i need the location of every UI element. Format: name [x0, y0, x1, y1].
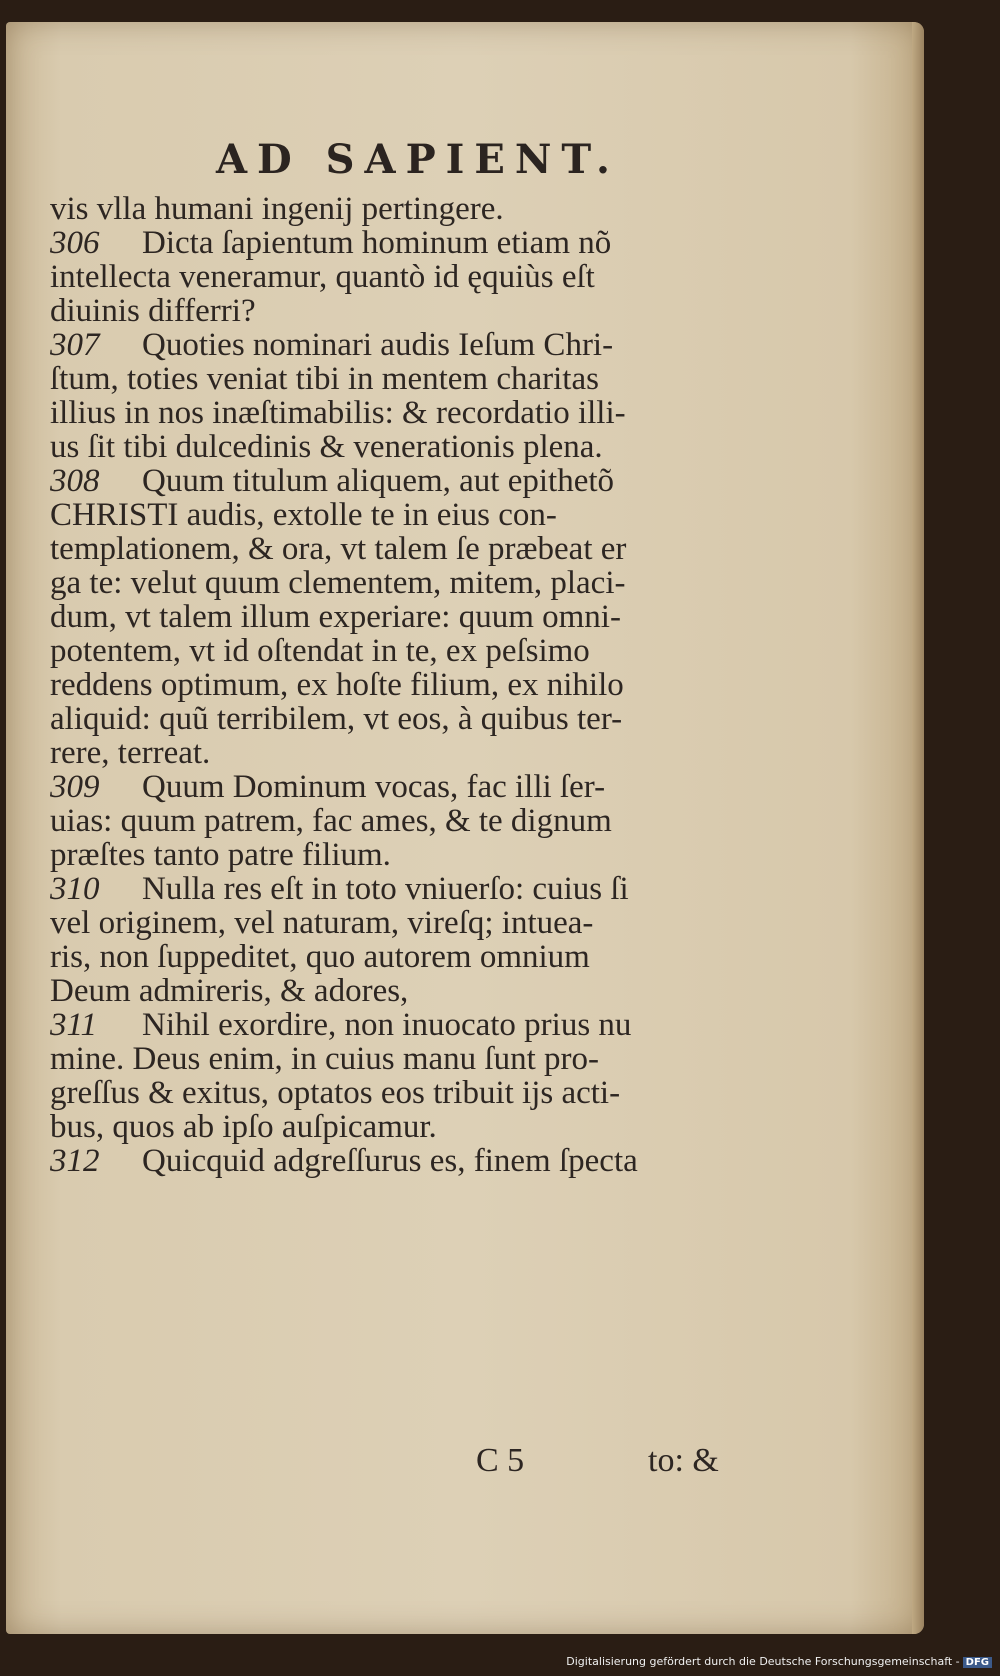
line-text: Dicta ſapientum hominum etiam nõ — [142, 225, 612, 261]
text-line — [50, 294, 750, 328]
line-text: intellecta veneramur, quantò id ęquiùs eſt — [50, 259, 595, 295]
line-text: Nulla res eſt in toto vniuerſo: cuius ſi — [142, 871, 629, 907]
line-text: diuinis differri? — [50, 293, 256, 329]
text-line — [50, 668, 750, 702]
line-text: ſtum, toties veniat tibi in mentem charitas — [50, 361, 599, 397]
text-line — [50, 566, 750, 600]
line-text: ris, non ſuppeditet, quo autorem omnium — [50, 939, 590, 975]
text-line — [50, 464, 750, 498]
signature-mark: C 5 — [476, 1442, 525, 1479]
text-line — [50, 532, 750, 566]
text-line — [50, 260, 750, 294]
digitization-credit — [566, 1655, 992, 1668]
aphorism-number: 310 — [50, 871, 100, 907]
text-line — [50, 430, 750, 464]
line-text: Quum Dominum vocas, fac illi ſer- — [142, 769, 606, 805]
text-line — [50, 1076, 750, 1110]
line-text: reddens optimum, ex hoſte filium, ex nihilo — [50, 667, 624, 703]
line-text: illius in nos inæſtimabilis: & recordatio illi- — [50, 395, 626, 431]
line-text: Deum admireris, & adores, — [50, 973, 409, 1009]
text-line — [50, 872, 750, 906]
line-text: Quicquid adgreſſurus es, finem ſpecta — [142, 1143, 638, 1179]
aphorism-number: 307 — [50, 327, 100, 363]
text-line — [50, 838, 750, 872]
line-text: dum, vt talem illum experiare: quum omni- — [50, 599, 621, 635]
text-line — [50, 498, 750, 532]
text-line — [50, 1144, 750, 1178]
text-line — [50, 804, 750, 838]
text-line — [50, 940, 750, 974]
text-line — [50, 396, 750, 430]
text-line — [50, 328, 750, 362]
line-text: Quum titulum aliquem, aut epithetõ — [142, 463, 615, 499]
line-text: us ſit tibi dulcedinis & venerationis plena. — [50, 429, 603, 465]
line-text: Nihil exordire, non inuocato prius nu — [142, 1007, 632, 1043]
line-text: mine. Deus enim, in cuius manu ſunt pro- — [50, 1041, 599, 1077]
aphorism-number: 312 — [50, 1143, 100, 1179]
line-text: aliquid: quũ terribilem, vt eos, à quibus ter- — [50, 701, 623, 737]
text-line — [50, 192, 750, 226]
book-page — [6, 22, 924, 1634]
line-text: uias: quum patrem, fac ames, & te dignum — [50, 803, 612, 839]
line-text: potentem, vt id oſtendat in te, ex peſsimo — [50, 633, 590, 669]
aphorism-number: 306 — [50, 225, 100, 261]
line-text: bus, quos ab ipſo auſpicamur. — [50, 1109, 437, 1145]
text-line — [50, 1110, 750, 1144]
line-text: vis vlla humani ingenij pertingere. — [50, 191, 504, 227]
text-line — [50, 1042, 750, 1076]
text-line — [50, 362, 750, 396]
catchword: to: & — [648, 1442, 719, 1479]
line-text: templationem, & ora, vt talem ſe præbeat er — [50, 531, 627, 567]
line-text: Quoties nominari audis Ieſum Chri- — [142, 327, 614, 363]
text-line — [50, 600, 750, 634]
text-line — [50, 906, 750, 940]
page-edge — [912, 22, 924, 1634]
line-text: rere, terreat. — [50, 735, 211, 771]
page-text — [50, 192, 750, 1178]
line-text: ga te: velut quum clementem, mitem, placi- — [50, 565, 626, 601]
text-line — [50, 226, 750, 260]
line-text: CHRISTI audis, extolle te in eius con- — [50, 497, 557, 533]
aphorism-number: 308 — [50, 463, 100, 499]
line-text: greſſus & exitus, optatos eos tribuit ijs acti- — [50, 1075, 621, 1111]
text-line — [50, 1008, 750, 1042]
running-header: AD SAPIENT. — [216, 136, 620, 183]
line-text: præſtes tanto patre filium. — [50, 837, 391, 873]
text-line — [50, 736, 750, 770]
text-line — [50, 634, 750, 668]
text-line — [50, 702, 750, 736]
page-footer — [466, 1442, 766, 1482]
line-text: vel originem, vel naturam, vireſq; intuea- — [50, 905, 594, 941]
dfg-logo: DFG — [963, 1657, 992, 1668]
aphorism-number: 309 — [50, 769, 100, 805]
text-line — [50, 974, 750, 1008]
aphorism-number: 311 — [50, 1007, 98, 1043]
text-line — [50, 770, 750, 804]
credit-text: Digitalisierung gefördert durch die Deutsche Forschungsgemeinschaft - — [566, 1655, 960, 1668]
